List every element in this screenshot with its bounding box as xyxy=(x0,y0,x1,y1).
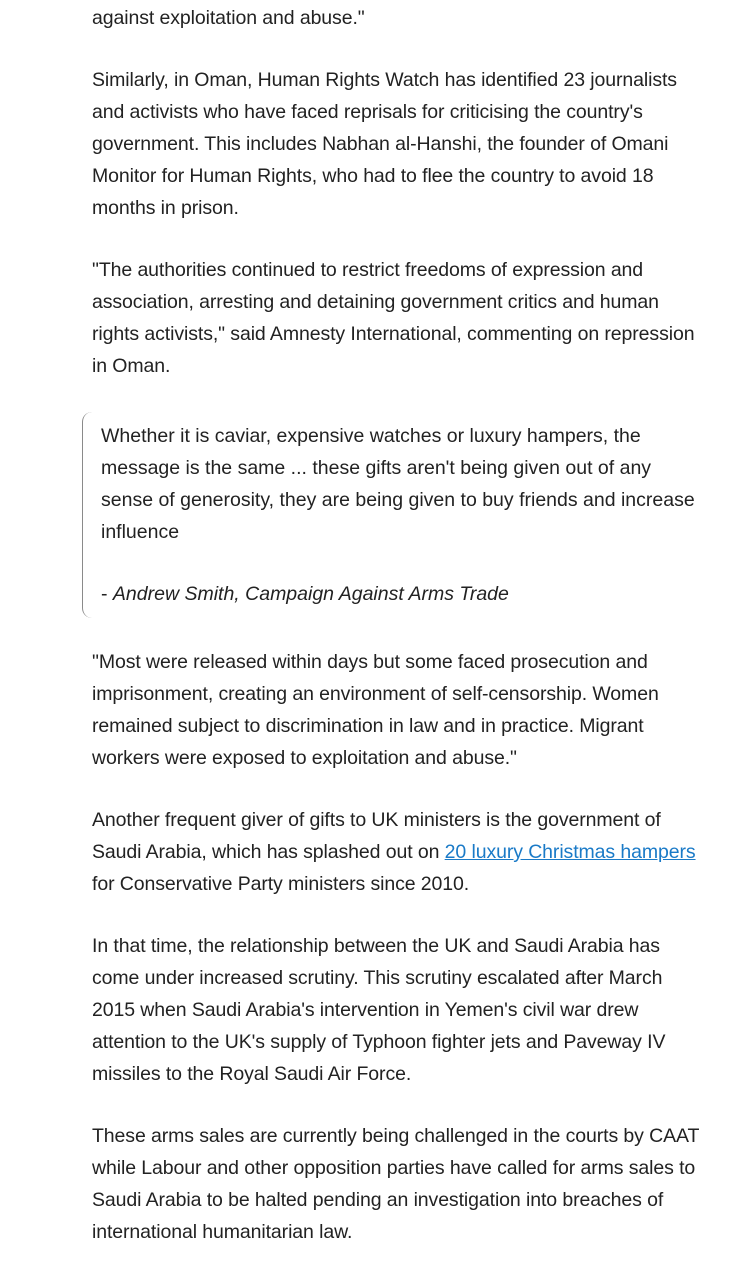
attribution-dash: - xyxy=(101,583,113,605)
paragraph-fragment: against exploitation and abuse." xyxy=(92,7,365,29)
pull-quote-text: Whether it is caviar, expensive watches or luxury hampers, the message is the same ... these gifts aren't being given out of any sense of generosity, they are being given to buy friends and increase influence xyxy=(101,425,695,543)
article-body xyxy=(92,2,702,1278)
attribution-name: Andrew Smith, Campaign Against Arms Trade xyxy=(112,583,509,605)
paragraph-arms-sales: These arms sales are currently being challenged in the courts by CAAT while Labour and other opposition parties have called for arms sales to Saudi Arabia to be halted pending an investigation into breaches of international humanitarian law. xyxy=(92,1125,699,1243)
paragraph-amnesty-quote: "Most were released within days but some faced prosecution and imprisonment, creating an environment of self-censorship. Women remained subject to discrimination in law and in practice. Migrant workers were exposed to exploitation and abuse." xyxy=(92,651,659,769)
paragraph-saudi-gifts-end: for Conservative Party ministers since 2010. xyxy=(92,873,470,895)
paragraph-saudi-gifts xyxy=(92,804,702,900)
paragraph-oman-hrw: Similarly, in Oman, Human Rights Watch has identified 23 journalists and activists who have faced reprisals for criticising the country's government. This includes Nabhan al-Hanshi, the founder of Omani Monitor for Human Rights, who had to flee the country to avoid 18 months in prison. xyxy=(92,69,677,219)
pull-quote-attribution xyxy=(101,578,702,610)
christmas-hampers-link[interactable]: 20 luxury Christmas hampers xyxy=(444,841,696,863)
pull-quote xyxy=(82,412,702,618)
paragraph-saudi-gifts-start: Another frequent giver of gifts to UK ministers is the government of Saudi Arabia, which has splashed out on xyxy=(92,809,661,863)
paragraph-uk-saudi-scrutiny: In that time, the relationship between the UK and Saudi Arabia has come under increased scrutiny. This scrutiny escalated after March 2015 when Saudi Arabia's intervention in Yemen's civil war drew attention to the UK's supply of Typhoon fighter jets and Paveway IV missiles to the Royal Saudi Air Force. xyxy=(92,935,666,1085)
paragraph-amnesty-oman: "The authorities continued to restrict freedoms of expression and association, arresting and detaining government critics and human rights activists," said Amnesty International, commenting on repression in Oman. xyxy=(92,259,695,377)
